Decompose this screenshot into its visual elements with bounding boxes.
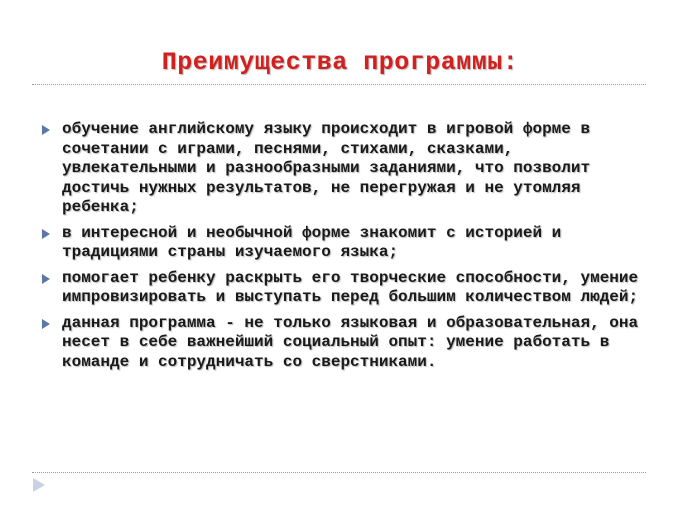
triangle-bullet-icon bbox=[42, 229, 50, 239]
triangle-bullet-icon bbox=[42, 274, 50, 284]
bullet-text: обучение английскому языку происходит в игровой форме в сочетании с играми, песнями, стихами, сказками, увлекательными и разнообразными заданиями, что позволит достичь нужных результатов, не перегружая и не утомляя ребенка; bbox=[62, 120, 591, 216]
list-item bbox=[40, 269, 640, 308]
triangle-bullet-icon bbox=[42, 125, 50, 135]
bullet-text: в интересной и необычной форме знакомит с историей и традициями страны изучаемого языка; bbox=[62, 223, 562, 261]
slide-title: Преимущества программы: bbox=[161, 48, 519, 77]
bottom-divider bbox=[32, 472, 646, 473]
top-divider bbox=[32, 84, 646, 85]
triangle-bullet-icon bbox=[42, 319, 50, 329]
triangle-nav-icon[interactable] bbox=[33, 478, 45, 492]
list-item bbox=[40, 120, 640, 218]
bullet-list bbox=[40, 120, 640, 378]
list-item bbox=[40, 314, 640, 373]
bullet-text: данная программа - не только языковая и образовательная, она несет в себе важнейший социальный опыт: умение работать в команде и сотрудничать со сверстниками. bbox=[62, 313, 639, 371]
bullet-text: помогает ребенку раскрыть его творческие способности, умение импровизировать и выступать перед большим количеством людей; bbox=[62, 268, 639, 306]
list-item bbox=[40, 224, 640, 263]
